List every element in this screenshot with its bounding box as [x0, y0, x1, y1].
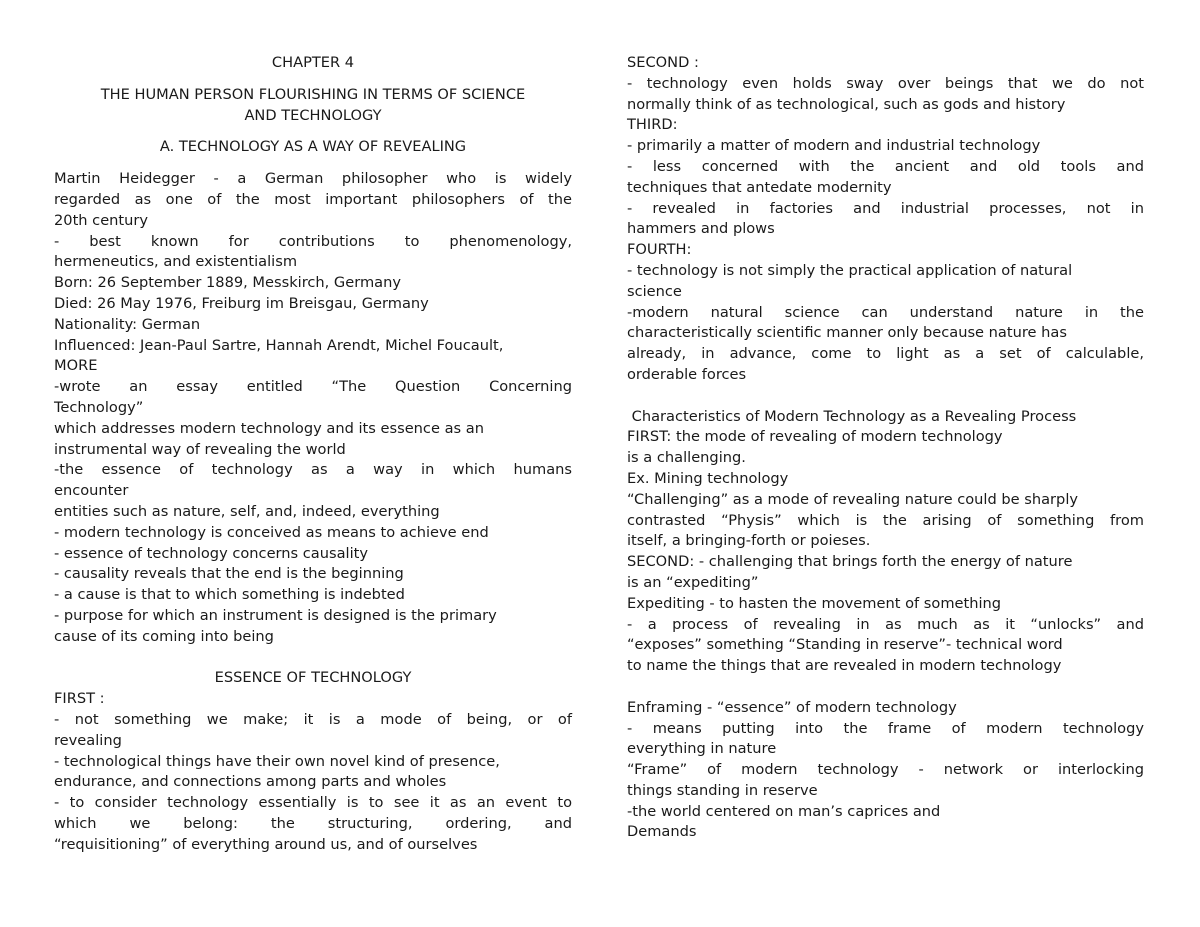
text-line: -the world centered on man’s caprices and: [627, 802, 941, 820]
text-line: - modern technology is conceived as means to achieve end: [54, 523, 489, 541]
text-line: itself, a bringing-forth or poieses.: [627, 532, 871, 550]
text-line: FIRST: the mode of revealing of modern technology: [627, 428, 1003, 446]
text-line: entities such as nature, self, and, indeed, everything: [54, 502, 440, 520]
text-line: Born: 26 September 1889, Messkirch, Germany: [54, 274, 402, 292]
text-line: “Frame” of modern technology - network or interlocking: [627, 761, 1144, 779]
text-line: Expediting - to hasten the movement of something: [627, 594, 1002, 612]
text-line: Died: 26 May 1976, Freiburg im Breisgau, Germany: [54, 294, 429, 312]
text-line: - a process of revealing in as much as it “unlocks” and: [627, 615, 1144, 633]
text-line: Influenced: Jean-Paul Sartre, Hannah Arendt, Michel Foucault,: [54, 336, 504, 354]
text-line: - best known for contributions to phenomenology,: [54, 232, 572, 250]
text-line: - a cause is that to which something is indebted: [54, 586, 405, 604]
chapter-title-line-1: THE HUMAN PERSON FLOURISHING IN TERMS OF SCIENCE: [100, 85, 526, 103]
text-line: revealing: [54, 731, 122, 749]
text-line: - primarily a matter of modern and industrial technology: [627, 137, 1041, 155]
text-line: -modern natural science can understand nature in the: [627, 303, 1144, 321]
text-line: THIRD:: [627, 116, 678, 134]
text-line: everything in nature: [627, 740, 777, 758]
text-line: “Challenging” as a mode of revealing nature could be sharply: [627, 490, 1079, 508]
text-line: Martin Heidegger - a German philosopher who is widely: [54, 170, 572, 188]
text-line: “requisitioning” of everything around us, and of ourselves: [54, 835, 478, 853]
section-a-heading: A. TECHNOLOGY AS A WAY OF REVEALING: [159, 138, 467, 156]
text-line: science: [627, 282, 682, 300]
text-line: normally think of as technological, such as gods and history: [627, 95, 1066, 113]
text-line: Technology”: [54, 398, 144, 416]
right-column: [627, 53, 1144, 843]
text-line: - essence of technology concerns causality: [54, 544, 369, 562]
text-line: Enframing - “essence” of modern technology: [627, 698, 957, 716]
text-line: - causality reveals that the end is the beginning: [54, 565, 404, 583]
text-line: - technology even holds sway over beings that we do not: [627, 74, 1144, 92]
chapter-label: CHAPTER 4: [271, 54, 355, 71]
text-line: instrumental way of revealing the world: [54, 440, 346, 458]
text-line: - not something we make; it is a mode of being, or of: [54, 710, 572, 728]
text-line: 20th century: [54, 211, 149, 229]
text-line: -the essence of technology as a way in which humans: [54, 461, 572, 479]
text-line: MORE: [54, 357, 98, 375]
text-line: - means putting into the frame of modern technology: [627, 719, 1144, 737]
text-line: encounter: [54, 482, 129, 500]
chapter-title-line-2: AND TECHNOLOGY: [244, 106, 382, 124]
text-line: which addresses modern technology and its essence as an: [54, 419, 484, 437]
text-line: characteristically scientific manner only because nature has: [627, 324, 1067, 342]
text-line: hermeneutics, and existentialism: [54, 253, 298, 271]
text-line: FOURTH:: [627, 241, 692, 259]
text-line: SECOND :: [627, 54, 699, 71]
text-line: Ex. Mining technology: [627, 469, 789, 487]
text-line: “exposes” something “Standing in reserve”- technical word: [627, 636, 1063, 654]
text-line: - purpose for which an instrument is designed is the primary: [54, 606, 497, 624]
text-line: - less concerned with the ancient and old tools and: [627, 157, 1144, 175]
text-line: Nationality: German: [54, 315, 201, 333]
text-line: orderable forces: [627, 365, 747, 383]
text-line: is a challenging.: [627, 449, 746, 467]
text-line: already, in advance, come to light as a set of calculable,: [627, 345, 1144, 363]
text-line: regarded as one of the most important philosophers of the: [54, 190, 572, 208]
text-line: hammers and plows: [627, 220, 775, 238]
text-line: SECOND: - challenging that brings forth the energy of nature: [627, 553, 1073, 571]
left-column: [54, 53, 572, 855]
text-line: - to consider technology essentially is to see it as an event to: [54, 794, 572, 812]
text-line: to name the things that are revealed in modern technology: [627, 657, 1062, 675]
text-line: contrasted “Physis” which is the arising of something from: [627, 511, 1144, 529]
characteristics-heading: Characteristics of Modern Technology as a Revealing Process: [627, 407, 1077, 425]
text-line: cause of its coming into being: [54, 627, 274, 645]
text-line: Demands: [627, 823, 697, 841]
essence-heading: ESSENCE OF TECHNOLOGY: [214, 669, 412, 687]
text-line: which we belong: the structuring, ordering, and: [54, 814, 572, 832]
text-line: is an “expediting”: [627, 573, 759, 591]
text-line: - revealed in factories and industrial processes, not in: [627, 199, 1144, 217]
text-line: FIRST :: [54, 690, 105, 708]
text-line: endurance, and connections among parts and wholes: [54, 773, 447, 791]
text-line: techniques that antedate modernity: [627, 178, 892, 196]
text-line: - technological things have their own novel kind of presence,: [54, 752, 500, 770]
text-line: -wrote an essay entitled “The Question Concerning: [54, 378, 572, 396]
text-line: - technology is not simply the practical application of natural: [627, 261, 1073, 279]
text-line: things standing in reserve: [627, 781, 818, 799]
